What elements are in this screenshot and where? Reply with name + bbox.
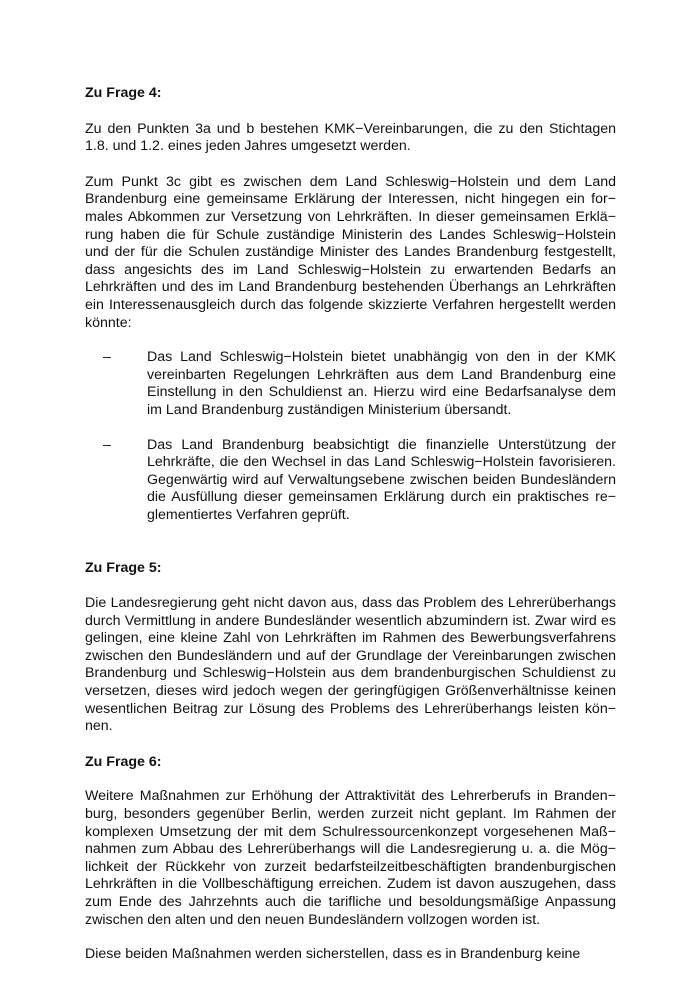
list-item [85, 349, 616, 419]
paragraph: Zu den Punkten 3a und b bestehen KMK−Vereinbarungen, die zu den Stichtagen 1.8. und 1.2. eines jeden Jahres umgesetzt werden. [85, 120, 616, 155]
list-item-text: Das Land Schleswig−Holstein bietet unabhängig von den in der KMK vereinbarten Regelungen Lehrkräften aus dem Land Brandenburg eine Einstellung in den Schuldienst an. Hierzu wird eine Bedarfsanalyse dem im Land Brandenburg zuständigen Ministerium übersandt. [147, 349, 616, 418]
paragraph: Weitere Maßnahmen zur Erhöhung der Attraktivität des Lehrerberufs in Branden− burg, besonders gegenüber Berlin, werden zurzeit nicht geplant. Im Rahmen der komplexen Umsetzung der mit dem Schulressourcenkonzept vorgesehenen Maß− nahmen zum Abbau des Lehrerüberhangs will die Landesregierung u. a. die Mög− lichkeit der Rückkehr von zurzeit bedarfsteilzeitbeschäftigten brandenburgischen Lehrkräften in die Vollbeschäftigung erreichen. Zudem ist davon auszugehen, dass zum Ende des Jahrzehnts auch die tarifliche und besoldungsmäßige Anpassung zwischen den alten und den neuen Bundesländern vollzogen worden ist. [85, 788, 616, 928]
list-item-text: Das Land Brandenburg beabsichtigt die finanzielle Unterstützung der Lehrkräfte, die den Wechsel in das Land Schleswig−Holstein favorisieren. Gegenwärtig wird auf Verwaltungsebene zwischen beiden Bundesländern die Ausfüllung dieser gemeinsamen Erklärung durch ein praktisches re− glementiertes Verfahren geprüft. [147, 436, 616, 523]
section-heading-frage-4: Zu Frage 4: [85, 85, 162, 101]
paragraph: Diese beiden Maßnahmen werden sicherstellen, dass es in Brandenburg keine [85, 946, 581, 963]
paragraph: Die Landesregierung geht nicht davon aus, dass das Problem des Lehrerüberhangs durch Vermittlung in andere Bundesländer wesentlich abzumindern ist. Zwar wird es gelingen, eine kleine Zahl von Lehrkräften im Rahmen des Bewerbungsverfahrens zwischen den Bundesländern und auf der Grundlage der Vereinbarungen zwischen Brandenburg und Schleswig−Holstein aus dem brandenburgischen Schuldienst zu versetzen, dieses wird jedoch wegen der geringfügigen Größenverhältnisse keinen wesentlichen Beitrag zur Lösung des Problems des Lehrerüberhangs leisten kön− nen. [85, 595, 616, 735]
list-item [85, 437, 616, 525]
document-page [85, 85, 616, 964]
bullet-dash: – [103, 349, 111, 366]
section-heading-frage-5: Zu Frage 5: [85, 560, 162, 577]
bullet-list [85, 349, 616, 524]
paragraph: Zum Punkt 3c gibt es zwischen dem Land Schleswig−Holstein und dem Land Brandenburg eine gemeinsame Erklärung der Interessen, nicht hingegen ein for− males Abkommen zur Versetzung von Lehrkräften. In dieser gemeinsamen Erklä− rung haben die für Schule zuständige Ministerin des Landes Schleswig−Holstein und der für die Schulen zuständige Minister des Landes Brandenburg festgestellt, dass angesichts des im Land Schleswig−Holstein zu erwartenden Bedarfs an Lehrkräften und des im Land Brandenburg bestehenden Überhangs an Lehrkräften ein Interessenausgleich durch das folgende skizzierte Verfahren hergestellt werden könnte: [85, 173, 616, 331]
section-heading-frage-6: Zu Frage 6: [85, 753, 162, 770]
bullet-dash: – [103, 436, 111, 453]
